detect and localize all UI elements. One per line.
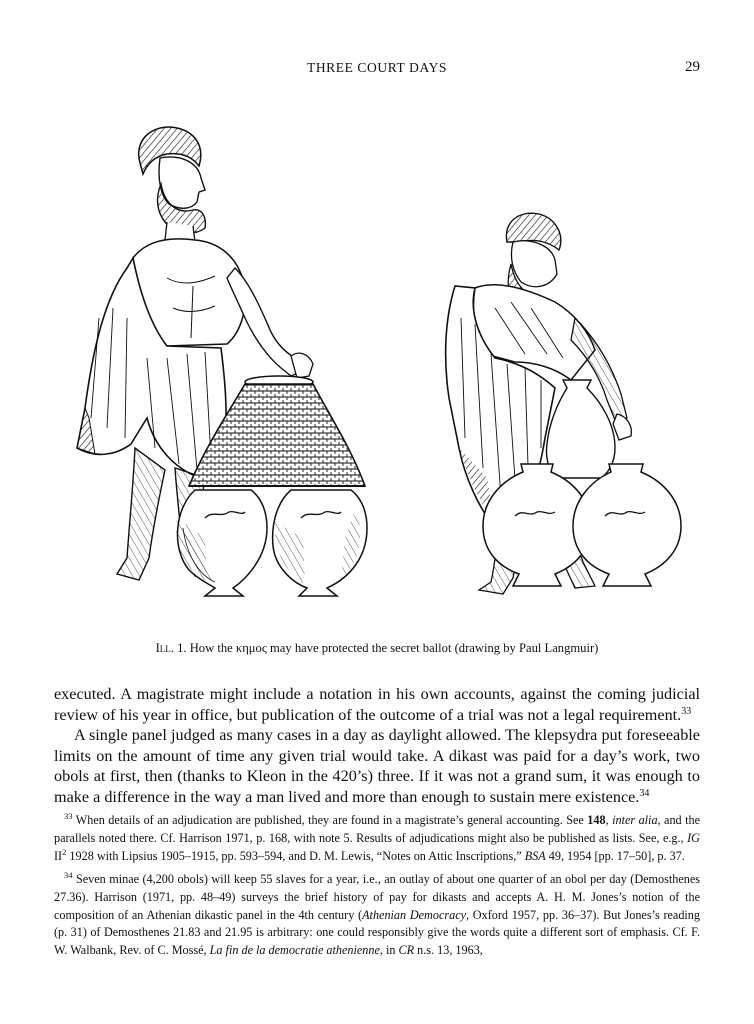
footnote-33-text: II — [54, 848, 63, 863]
caption-greek-term: κημος — [235, 641, 267, 655]
paragraph-2 — [54, 725, 700, 807]
body-text — [54, 684, 700, 808]
footnote-ref-34[interactable]: 34 — [639, 787, 650, 799]
running-head — [0, 60, 754, 80]
footnote-ref-33[interactable]: 33 — [681, 705, 692, 717]
footnote-33-number: 33 — [64, 811, 73, 821]
illustration-kemos-drawing — [55, 118, 705, 598]
footnote-33-ref-148: 148 — [587, 813, 606, 827]
footnote-34-number: 34 — [64, 869, 73, 880]
paragraph-2-text: A single panel judged as many cases in a day as daylight allowed. The klepsydra put foreseeable limits on the amount of time any given trial would take. A dikast was paid for a day’s work, two obols at first, then (thanks to Kleon in the 420’s) three. If it was not a grand sum, it was enough to make a difference in the way a man lived and more than enough to sustain mere existence. — [54, 726, 700, 806]
footnote-34-text: n.s. 13, 1963, — [414, 943, 483, 958]
paragraph-1 — [54, 684, 700, 725]
footnote-33-italic: BSA — [524, 848, 546, 863]
footnote-33-text: 49, 1954 [pp. 17–50], p. 37. — [545, 848, 685, 863]
footnote-33-superscript: 2 — [62, 846, 67, 857]
footnotes — [54, 812, 700, 965]
caption-text-post: may have protected the secret ballot (drawing by Paul Langmuir) — [266, 641, 599, 655]
caption-text-pre: How the — [186, 641, 236, 655]
paragraph-1-text: executed. A magistrate might include a notation in his own accounts, against the coming judicial review of his year in office, but publication of the outcome of a trial was not a legal requirement. — [54, 685, 700, 724]
footnote-34-text: , Oxford 1957, pp. 36–37). But Jones’s reading (p. 31) of Demosthenes 21.83 and 21.95 is arbitrary: one could responsibly give the words quite a different sort of emphasis. Cf. F. W. Walbank, Rev. of C. Mossé, — [54, 907, 700, 958]
footnote-33-text: 1928 with Lipsius 1905–1915, pp. 593–594, and D. M. Lewis, “Notes on Attic Inscriptions,” — [66, 848, 525, 863]
footnote-33-text: When details of an adjudication are published, they are found in a magistrate’s general accounting. See — [75, 813, 588, 827]
footnote-33-text: , and the parallels noted there. Cf. Harrison 1971, p. 168, with note 5. Results of adjudications might also be published as lists. See, e.g., — [54, 813, 701, 845]
kemos-drawing-svg — [55, 118, 705, 598]
footnote-33 — [54, 812, 700, 866]
footnote-33-italic: inter alia — [612, 813, 658, 827]
footnote-34-italic: CR — [398, 943, 415, 958]
footnote-34-text: Seven minae (4,200 obols) will keep 55 slaves for a year, i.e., an outlay of about one quarter of an obol per day (Demosthenes 27.36). Harrison (1971, pp. 48–49) surveys the brief history of pay for dikasts and accepts A. H. M. Jones’s notion of the composition of an Athenian dikastic panel in the 4th century ( — [54, 871, 700, 922]
running-title: THREE COURT DAYS — [306, 60, 448, 75]
footnote-33-text: , — [605, 813, 613, 827]
footnote-34-italic: Athenian Democracy — [362, 907, 467, 922]
figure-caption — [0, 641, 754, 656]
caption-label: Ill. 1. — [155, 641, 187, 655]
footnote-34-text: , in — [379, 943, 399, 958]
footnote-34-italic: La fin de la democratie athenienne — [209, 943, 380, 958]
footnote-33-italic: IG — [687, 830, 700, 845]
footnote-34 — [54, 871, 700, 961]
page-number: 29 — [685, 59, 700, 75]
